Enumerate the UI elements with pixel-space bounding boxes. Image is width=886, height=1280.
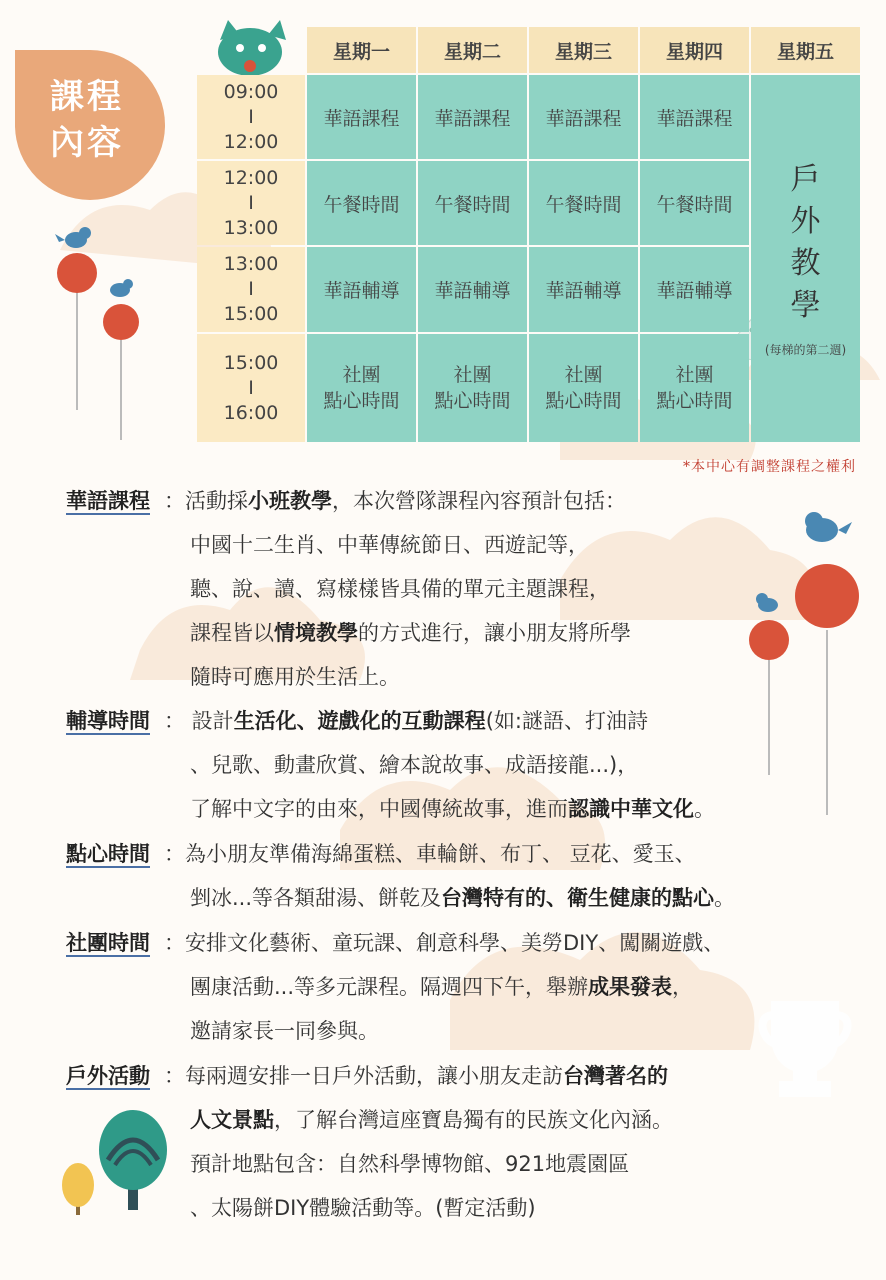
activity-cell: 社團 點心時間 bbox=[418, 334, 527, 442]
section-line bbox=[164, 921, 724, 965]
section-line bbox=[164, 1054, 668, 1098]
schedule-table bbox=[195, 25, 862, 444]
body-text: ： 設計 bbox=[164, 709, 234, 733]
section-line bbox=[190, 743, 638, 787]
body-text: ：為小朋友準備海綿蛋糕、車輪餅、布丁、 豆花、愛玉、 bbox=[164, 842, 696, 866]
section-label-chinese: 華語課程 bbox=[66, 489, 150, 513]
section-line bbox=[190, 1186, 536, 1230]
emphasis-text: 認識中華文化 bbox=[568, 797, 694, 821]
time-cell: 15:00 I 16:00 bbox=[197, 334, 305, 442]
section-line bbox=[190, 787, 715, 831]
body-text: ：每兩週安排一日戶外活動，讓小朋友走訪 bbox=[164, 1064, 563, 1088]
day-header: 星期二 bbox=[418, 27, 527, 73]
body-text: 隨時可應用於生活上。 bbox=[190, 665, 400, 689]
emphasis-text: 台灣著名的 bbox=[563, 1064, 668, 1088]
schedule-row bbox=[197, 75, 860, 159]
body-text: ，了解台灣這座寶島獨有的民族文化內涵。 bbox=[274, 1108, 673, 1132]
section-line bbox=[190, 523, 589, 567]
section-line bbox=[190, 1142, 629, 1186]
emphasis-text: 生活化、遊戲化的互動課程 bbox=[233, 709, 486, 733]
body-text: 的方式進行，讓小朋友將所學 bbox=[358, 621, 631, 645]
day-header: 星期五 bbox=[751, 27, 860, 73]
activity-cell: 社團 點心時間 bbox=[529, 334, 638, 442]
activity-cell: 午餐時間 bbox=[640, 161, 749, 245]
time-cell: 12:00 I 13:00 bbox=[197, 161, 305, 245]
section-line bbox=[190, 1009, 379, 1053]
section-line bbox=[190, 965, 693, 1009]
emphasis-text: 小班教學 bbox=[248, 489, 332, 513]
section-label-outdoor: 戶外活動 bbox=[66, 1064, 150, 1088]
body-text: 聽、說、讀、寫樣樣皆具備的單元主題課程， bbox=[190, 577, 610, 601]
emphasis-text: 台灣特有的、衛生健康的點心 bbox=[441, 886, 715, 910]
body-text: 。 bbox=[694, 797, 715, 821]
emphasis-text: 情境教學 bbox=[274, 621, 358, 645]
body-text: 課程皆以 bbox=[190, 621, 274, 645]
body-text: ：活動採 bbox=[164, 489, 248, 513]
body-text: ， bbox=[672, 975, 694, 999]
schedule-header-row bbox=[197, 27, 860, 73]
activity-cell: 華語課程 bbox=[307, 75, 416, 159]
section-line bbox=[190, 655, 400, 699]
day-header: 星期四 bbox=[640, 27, 749, 73]
time-cell: 09:00 I 12:00 bbox=[197, 75, 305, 159]
section-line bbox=[164, 699, 648, 743]
section-label-tutoring: 輔導時間 bbox=[66, 709, 150, 733]
activity-cell: 社團 點心時間 bbox=[307, 334, 416, 442]
body-text: 了解中文字的由來，中國傳統故事，進而 bbox=[190, 797, 568, 821]
activity-cell: 華語課程 bbox=[529, 75, 638, 159]
body-text: 、兒歌、動畫欣賞、繪本說故事、成語接龍...)， bbox=[190, 753, 639, 777]
activity-cell: 華語輔導 bbox=[529, 247, 638, 332]
section-line bbox=[190, 1098, 673, 1142]
trophy-icon bbox=[763, 1005, 848, 1093]
header-blank-cell bbox=[197, 27, 305, 73]
time-cell: 13:00 I 15:00 bbox=[197, 247, 305, 332]
section-label-club: 社團時間 bbox=[66, 931, 150, 955]
activity-cell: 華語課程 bbox=[418, 75, 527, 159]
body-text: ：安排文化藝術、童玩課、創意科學、美勞DIY、闖關遊戲、 bbox=[164, 931, 725, 955]
activity-cell: 華語課程 bbox=[640, 75, 749, 159]
body-text: 邀請家長一同參與。 bbox=[190, 1019, 379, 1043]
body-text: 。 bbox=[714, 886, 736, 910]
adjustment-note: *本中心有調整課程之權利 bbox=[683, 459, 856, 475]
emphasis-text: 人文景點 bbox=[190, 1108, 274, 1132]
activity-cell: 華語輔導 bbox=[640, 247, 749, 332]
page-title: 課程內容 bbox=[50, 77, 124, 163]
friday-activity: 戶 外 教 學 bbox=[790, 162, 821, 323]
body-text: (如:謎語、打油詩 bbox=[485, 709, 648, 733]
friday-cell bbox=[751, 75, 860, 442]
activity-cell: 社團 點心時間 bbox=[640, 334, 749, 442]
friday-note: (每梯的第二週) bbox=[764, 343, 847, 357]
body-text: 剉冰...等各類甜湯、餅乾及 bbox=[190, 886, 442, 910]
body-text: 中國十二生肖、中華傳統節日、西遊記等， bbox=[190, 533, 589, 557]
body-text: 團康活動...等多元課程。隔週四下午，舉辦 bbox=[190, 975, 589, 999]
activity-cell: 午餐時間 bbox=[307, 161, 416, 245]
body-text: ，本次營隊課程內容預計包括： bbox=[332, 489, 626, 513]
activity-cell: 午餐時間 bbox=[418, 161, 527, 245]
section-line bbox=[190, 876, 735, 920]
emphasis-text: 成果發表 bbox=[588, 975, 673, 999]
activity-cell: 午餐時間 bbox=[529, 161, 638, 245]
section-line bbox=[190, 567, 610, 611]
body-text: 預計地點包含：自然科學博物館、921地震園區 bbox=[190, 1152, 630, 1176]
section-line bbox=[164, 832, 696, 876]
body-text: 、太陽餅DIY體驗活動等。(暫定活動) bbox=[190, 1196, 536, 1220]
tree-icon bbox=[62, 1110, 167, 1215]
activity-cell: 華語輔導 bbox=[418, 247, 527, 332]
section-label-snack: 點心時間 bbox=[66, 842, 150, 866]
activity-cell: 華語輔導 bbox=[307, 247, 416, 332]
day-header: 星期三 bbox=[529, 27, 638, 73]
day-header: 星期一 bbox=[307, 27, 416, 73]
section-line bbox=[164, 479, 626, 523]
section-line bbox=[190, 611, 631, 655]
